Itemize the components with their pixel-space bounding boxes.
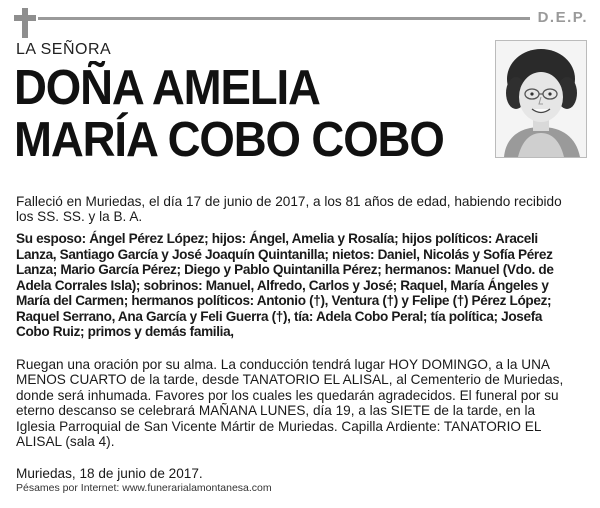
cross-icon (14, 8, 36, 38)
deceased-name (14, 62, 444, 166)
condolences-line (16, 482, 272, 494)
portrait-image (496, 41, 586, 157)
honorific: LA SEÑORA (16, 41, 112, 58)
deceased-name-line2: MARÍA COBO COBO (14, 113, 444, 167)
dep-badge: D.E.P. (537, 9, 588, 26)
deceased-name-line1: DOÑA AMELIA (14, 61, 320, 115)
condolences-label: Pésames por Internet: (16, 482, 120, 494)
header-rule (38, 17, 530, 20)
condolences-link[interactable]: www.funerarialamontanesa.com (122, 482, 272, 494)
funeral-details: Ruegan una oración por su alma. La conducción tendrá lugar HOY DOMINGO, a la UNA MENOS CUARTO de la tarde, desde TANATORIO EL ALISAL, al Cementerio de Muriedas, donde será inhumada. Favores por los cuales les quedarán agradecidos. El funeral por su eterno descanso se celebrará MAÑANA LUNES, día 19, a las SIETE de la tarde, en la Iglesia Parroquial de San Vicente Mártir de Muriedas. Capilla Ardiente: TANATORIO EL ALISAL (sala 4). (16, 357, 564, 450)
family-list: Su esposo: Ángel Pérez López; hijos: Ángel, Amelia y Rosalía; hijos políticos: Araceli Lanza, Santiago García y José Joaquín Quintanilla; nietos: Daniel, Nicolás y Sofía Pérez Lanza; Mario García Pérez; Diego y Pablo Quintanilla Pérez; hermanos: Manuel (Vdo. de Adela Corrales Isla); sobrinos: Manuel, Alfredo, Carlos y José; Raquel, María Ángeles y María del Carmen; hermanos políticos: Antonio (†), Ventura (†) y Felipe (†) Pérez López; Raquel Serrano, Ana García y Feli Guerra (†), tía: Adela Cobo Peral; tía política; Josefa Cobo Ruiz; primos y demás familia, (16, 231, 554, 339)
place-date: Muriedas, 18 de junio de 2017. (16, 466, 203, 481)
death-announcement: Falleció en Muriedas, el día 17 de junio de 2017, a los 81 años de edad, habiendo recibido los SS. SS. y la B. A. (16, 194, 562, 225)
deceased-photo (495, 40, 587, 158)
